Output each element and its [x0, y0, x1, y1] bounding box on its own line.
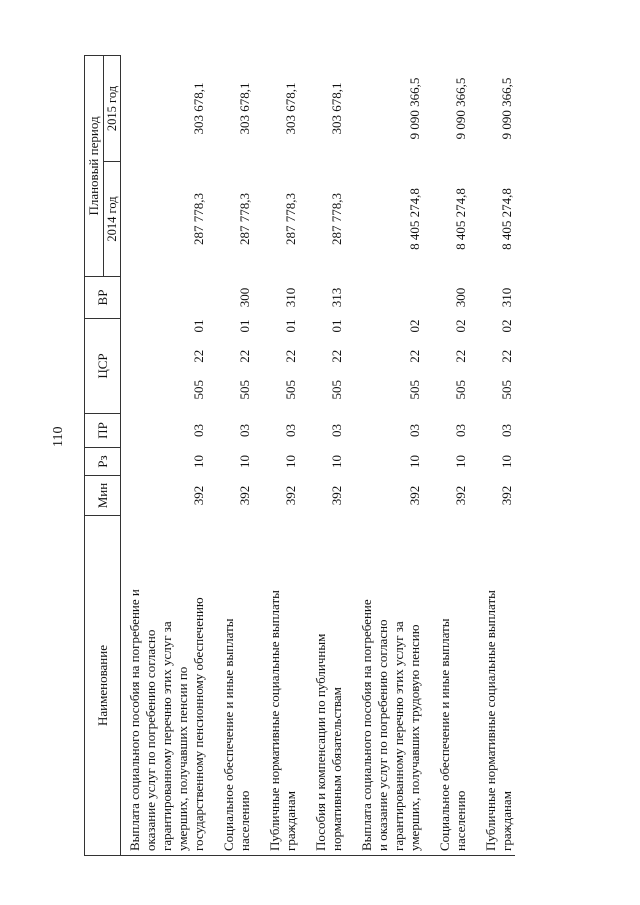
row-name-line: гарантированному перечню этих услуг за	[391, 621, 406, 851]
header-name: Наименование	[85, 516, 121, 856]
row-2014-amount: 287 778,3	[237, 193, 252, 245]
row-name-line: гражданам	[283, 791, 298, 851]
row-name	[299, 516, 345, 856]
row-csr: 505 22 01	[191, 319, 206, 400]
row-pr: 03	[499, 424, 514, 437]
row-name-line: государственному пенсионному обеспечению	[191, 597, 206, 851]
row-2015-amount: 303 678,1	[329, 82, 344, 135]
row-name	[121, 516, 208, 856]
row-rz: 10	[191, 455, 206, 468]
row-rz: 10	[329, 455, 344, 468]
row-name-line: населению	[237, 790, 252, 851]
header-csr: ЦСР	[85, 319, 121, 414]
header-year-2015: 2015 год	[104, 55, 121, 161]
row-2014-amount: 287 778,3	[283, 193, 298, 245]
row-name-line: Выплата социального пособия на погребение	[359, 599, 374, 851]
row-min: 392	[283, 485, 298, 506]
row-pr: 03	[407, 424, 422, 437]
row-name-line: гарантированному перечню этих услуг за	[159, 621, 174, 851]
header-pr: ПР	[85, 414, 121, 448]
row-min: 392	[191, 485, 206, 506]
row-pr: 03	[329, 424, 344, 437]
row-rz: 10	[237, 455, 252, 468]
row-rz: 10	[453, 455, 468, 468]
row-2014-amount: 8 405 274,8	[499, 188, 514, 250]
row-2015-amount: 9 090 366,5	[453, 77, 468, 140]
row-name-line: умерших, получавших пенсии по	[175, 666, 190, 851]
row-vr: 300	[237, 287, 252, 308]
header-min: Мин	[85, 476, 121, 516]
row-2015-amount: 303 678,1	[191, 82, 206, 135]
row-rz: 10	[499, 455, 514, 468]
header-year-2014: 2014 год	[104, 162, 121, 277]
table-row	[121, 55, 208, 855]
row-2015-amount: 303 678,1	[283, 82, 298, 135]
row-min: 392	[453, 485, 468, 506]
row-name-line: Публичные нормативные социальные выплаты	[483, 590, 498, 851]
budget-table	[84, 55, 515, 856]
row-2015-amount: 9 090 366,5	[499, 77, 514, 140]
row-pr: 03	[237, 424, 252, 437]
header-planned-period: Плановый период	[85, 55, 104, 276]
row-name-line: Пособия и компенсации по публичным	[313, 633, 328, 851]
table-row	[469, 55, 515, 855]
row-2014-amount: 8 405 274,8	[453, 188, 468, 250]
row-csr: 505 22 01	[283, 319, 298, 400]
row-name	[207, 516, 253, 856]
row-csr: 505 22 02	[499, 319, 514, 400]
page-number: 110	[51, 426, 66, 447]
row-csr: 505 22 02	[407, 319, 422, 400]
row-rz: 10	[283, 455, 298, 468]
row-name	[345, 516, 423, 856]
row-2014-amount: 287 778,3	[191, 193, 206, 245]
row-name-line: населению	[453, 790, 468, 851]
row-name-line: умерших, получавших трудовую пенсию	[407, 624, 422, 851]
budget-table-rotated	[84, 56, 624, 856]
row-vr	[121, 277, 208, 319]
row-rz: 10	[407, 455, 422, 468]
row-vr: 300	[453, 287, 468, 308]
row-2014-amount: 8 405 274,8	[407, 188, 422, 250]
row-name-line: и оказание услуг по погребению согласно	[375, 619, 390, 851]
table-row	[207, 55, 253, 855]
row-vr: 310	[499, 287, 514, 308]
row-min: 392	[237, 485, 252, 506]
row-name-line: Социальное обеспечение и иные выплаты	[221, 618, 236, 851]
header-rz: Рз	[85, 448, 121, 476]
table-row	[253, 55, 299, 855]
row-vr: 313	[329, 287, 344, 308]
row-csr: 505 22 02	[453, 319, 468, 400]
row-name-line: гражданам	[499, 791, 514, 851]
row-pr: 03	[191, 424, 206, 437]
row-name	[253, 516, 299, 856]
table-row	[345, 55, 423, 855]
row-min: 392	[329, 485, 344, 506]
row-name	[469, 516, 515, 856]
table-header	[85, 55, 121, 855]
row-name-line: оказание услуг по погребению согласно	[143, 629, 158, 851]
row-name	[423, 516, 469, 856]
row-2015-amount: 9 090 366,5	[407, 77, 422, 140]
table-row	[423, 55, 469, 855]
row-2014-amount: 287 778,3	[329, 193, 344, 245]
row-pr: 03	[453, 424, 468, 437]
row-pr: 03	[283, 424, 298, 437]
row-min: 392	[499, 485, 514, 506]
row-min: 392	[407, 485, 422, 506]
row-csr: 505 22 01	[329, 319, 344, 400]
row-csr: 505 22 01	[237, 319, 252, 400]
row-name-line: нормативным обязательствам	[329, 687, 344, 851]
row-name-line: Публичные нормативные социальные выплаты	[267, 590, 282, 851]
header-vr: ВР	[85, 277, 121, 319]
row-2015-amount: 303 678,1	[237, 82, 252, 135]
table-body	[121, 55, 516, 855]
row-vr: 310	[283, 287, 298, 308]
row-name-line: Социальное обеспечение и иные выплаты	[437, 618, 452, 851]
row-vr	[345, 277, 423, 319]
row-name-line: Выплата социального пособия на погребение и	[127, 589, 142, 851]
table-row	[299, 55, 345, 855]
